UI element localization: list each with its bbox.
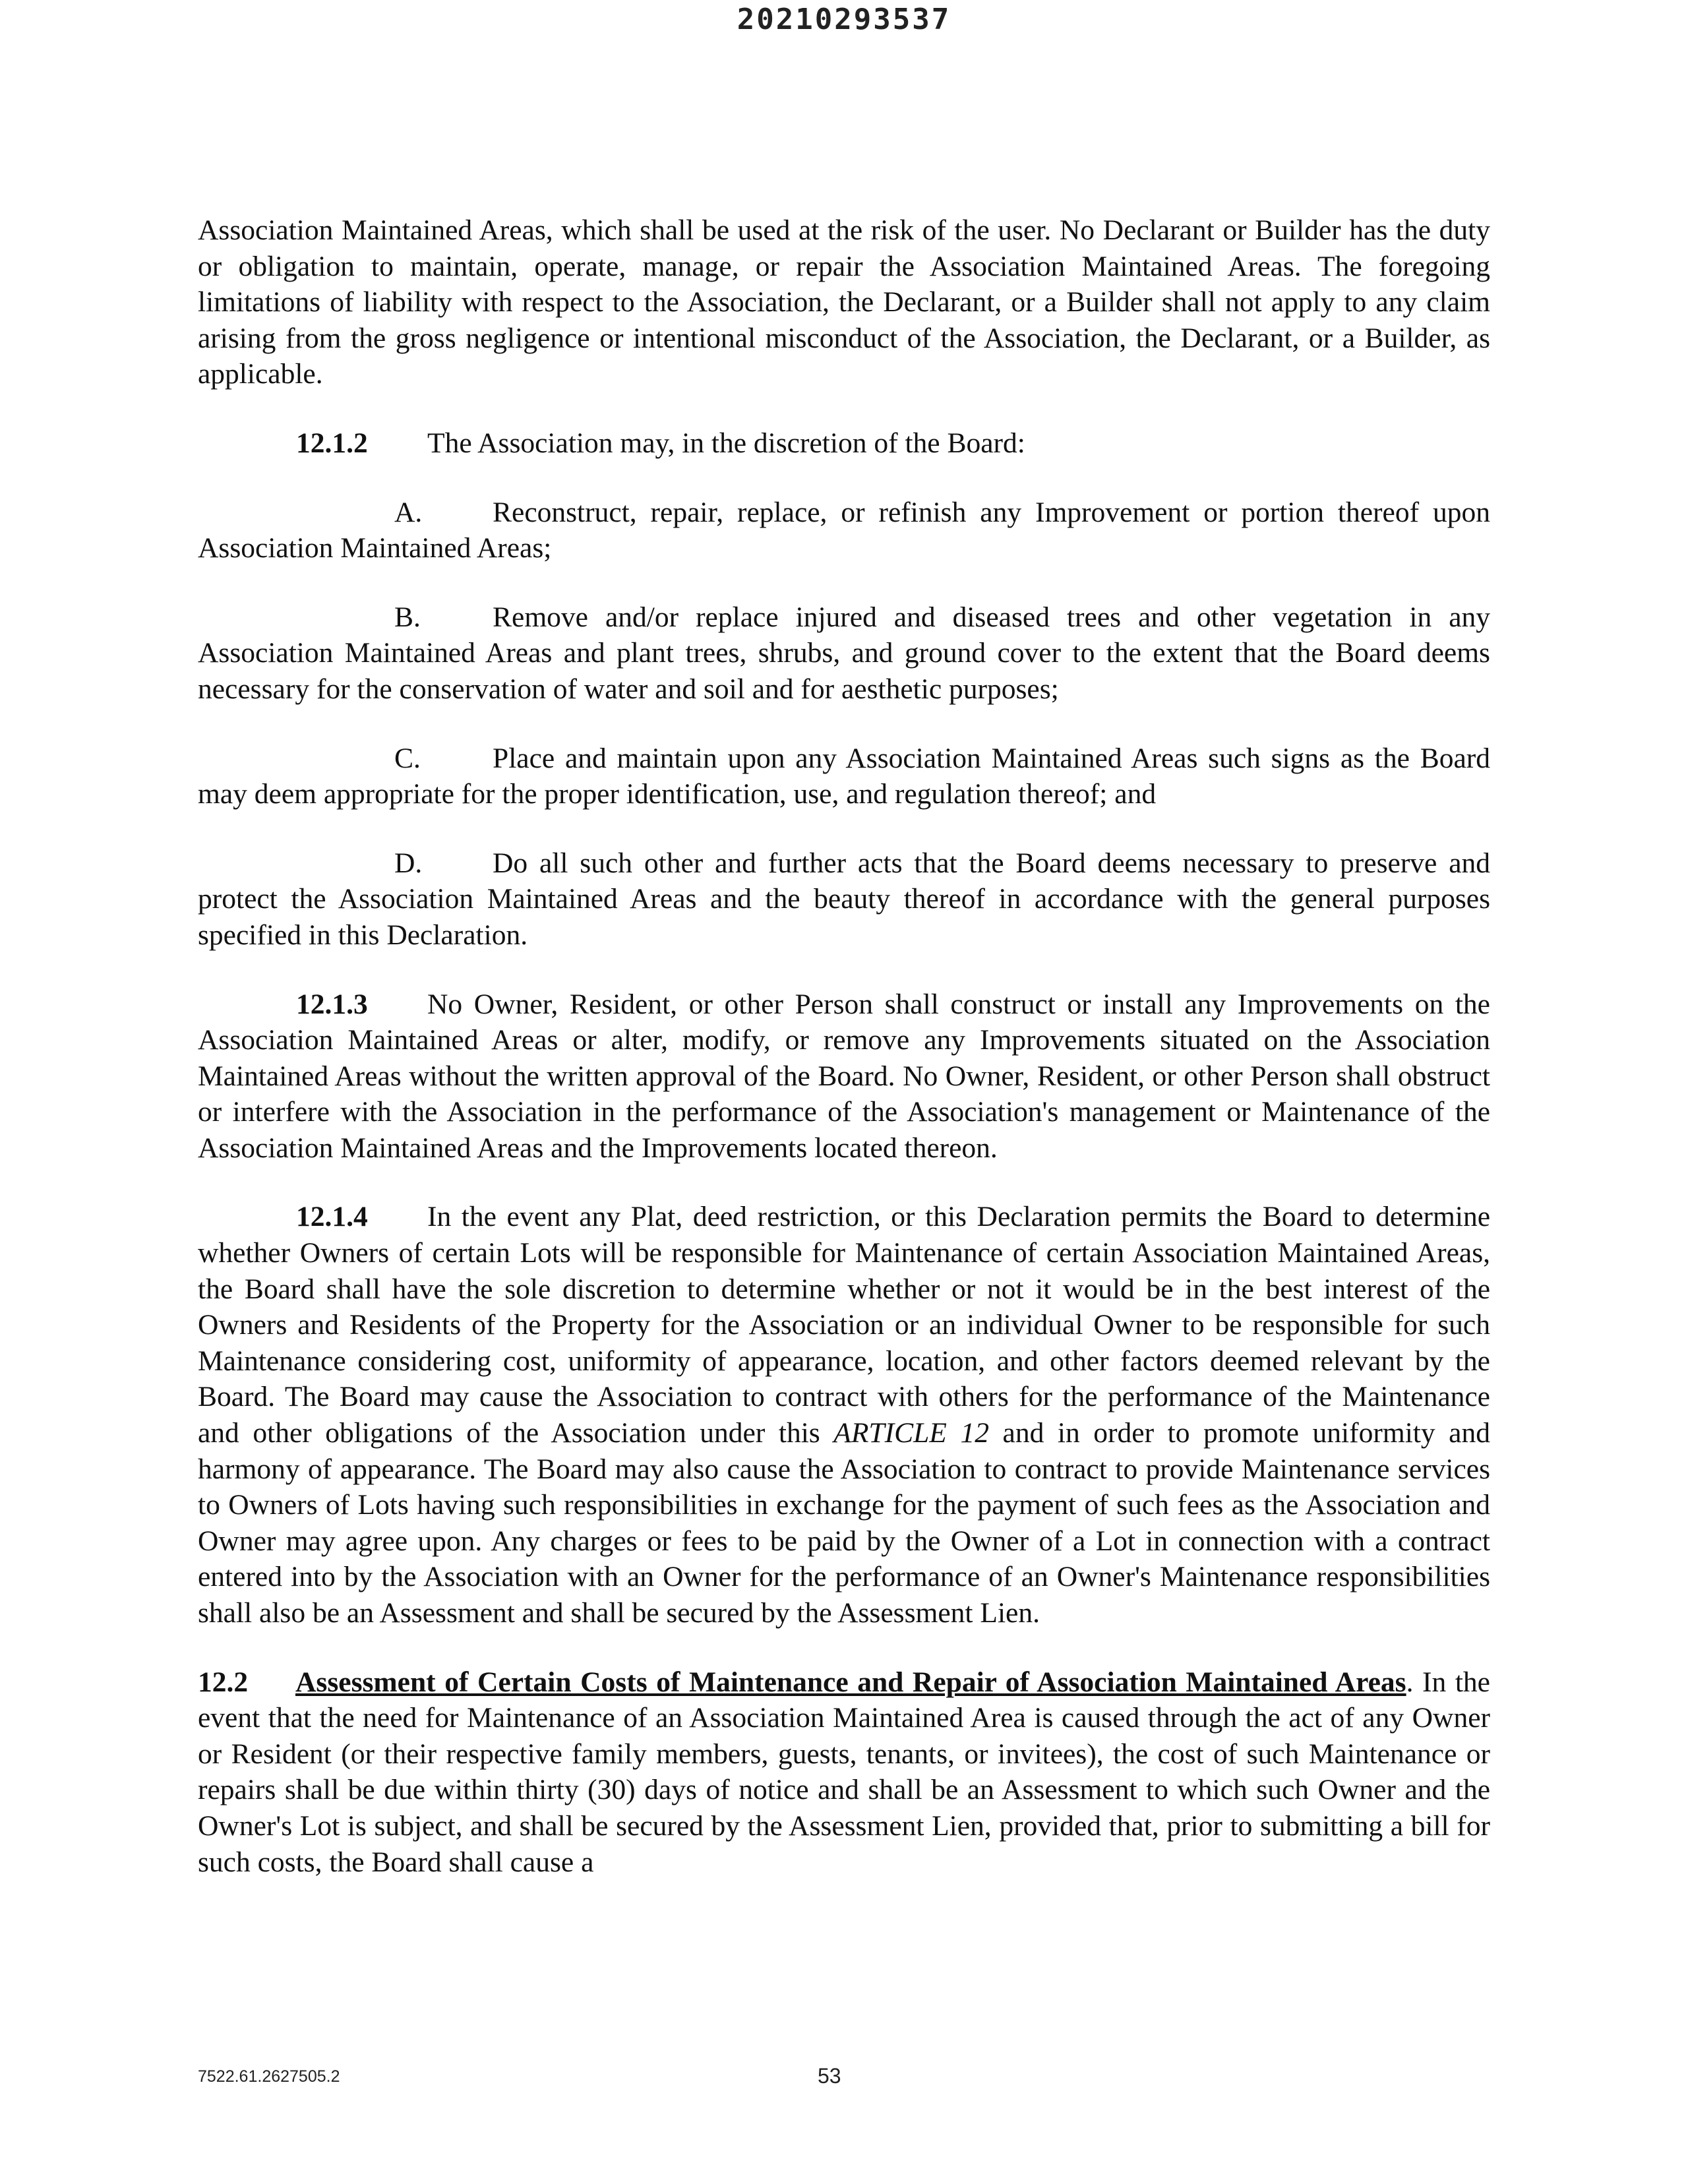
item-text: Reconstruct, repair, replace, or refinish any Improvement or portion thereof upon Association Maintained Areas; [198,496,1490,564]
recording-number: 20210293537 [737,3,951,36]
footer-document-id: 7522.61.2627505.2 [198,2067,340,2086]
list-item-b [198,599,1490,708]
section-12-1-2 [198,425,1490,462]
item-text: Remove and/or replace injured and diseased trees and other vegetation in any Association Maintained Areas and plant trees, shrubs, and ground cover to the extent that the Board deems necessary for the conservation of water and soil and for aesthetic purposes; [198,601,1490,705]
article-reference: ARTICLE 12 [833,1417,989,1449]
section-12-1-4 [198,1199,1490,1631]
section-title: Assessment of Certain Costs of Maintenance and Repair of Association Maintained Areas [295,1666,1406,1698]
list-item-a [198,495,1490,566]
section-text-part-2: and in order to promote uniformity and harmony of appearance. The Board may also cause the Association to contract to provide Maintenance services to Owners of Lots having such responsibilities in exchange for the payment of such fees as the Association and Owner may agree upon. Any charges or fees to be paid by the Owner of a Lot in connection with a contract entered into by the Association with an Owner for the performance of an Owner's Maintenance responsibilities shall also be an Assessment and shall be secured by the Assessment Lien. [198,1417,1490,1629]
item-letter: C. [394,742,421,774]
list-item-d [198,845,1490,954]
section-text-part-1: In the event any Plat, deed restriction, or this Declaration permits the Board to determine whether Owners of certain Lots will be responsible for Maintenance of certain Association Maintained Areas, the Board shall have the sole discretion to determine whether or not it would be in the best interest of the Owners and Residents of the Property for the Association or an individual Owner to be responsible for such Maintenance considering cost, uniformity of appearance, location, and other factors deemed relevant by the Board. The Board may cause the Association to contract with others for the performance of the Maintenance and other obligations of the Association under this [198,1201,1490,1449]
section-number: 12.1.2 [296,427,368,459]
intro-paragraph: Association Maintained Areas, which shall be used at the risk of the user. No Declarant or Builder has the duty or obligation to maintain, operate, manage, or repair the Association Maintained Areas. The foregoing limitations of liability with respect to the Association, the Declarant, or a Builder shall not apply to any claim arising from the gross negligence or intentional misconduct of the Association, the Declarant, or a Builder, as applicable. [198,214,1490,390]
section-number: 12.1.4 [296,1201,368,1233]
document-body [198,212,1490,1913]
section-12-1-3 [198,986,1490,1167]
page-number: 53 [818,2064,841,2088]
item-text: Place and maintain upon any Association Maintained Areas such signs as the Board may deem appropriate for the proper identification, use, and regulation thereof; and [198,742,1490,810]
section-number: 12.2 [198,1666,249,1698]
item-letter: D. [394,847,423,879]
list-item-c [198,741,1490,812]
item-letter: B. [394,601,421,633]
section-text: . In the event that the need for Maintenance of an Association Maintained Area is caused through the act of any Owner or Resident (or their respective family members, guests, tenants, or invitees), the cost of such Maintenance or repairs shall be due within thirty (30) days of notice and shall be an Assessment to which such Owner and the Owner's Lot is subject, and shall be secured by the Assessment Lien, provided that, prior to submitting a bill for such costs, the Board shall cause a [198,1666,1490,1878]
item-letter: A. [394,496,423,528]
section-12-2 [198,1664,1490,1881]
section-text: The Association may, in the discretion of the Board: [427,427,1025,459]
section-number: 12.1.3 [296,988,368,1020]
item-text: Do all such other and further acts that the Board deems necessary to preserve and protect the Association Maintained Areas and the beauty thereof in accordance with the general purposes specified in this Declaration. [198,847,1490,951]
section-text: No Owner, Resident, or other Person shall construct or install any Improvements on the Association Maintained Areas or alter, modify, or remove any Improvements situated on the Association Maintained Areas without the written approval of the Board. No Owner, Resident, or other Person shall obstruct or interfere with the Association in the performance of the Association's management or Maintenance of the Association Maintained Areas and the Improvements located thereon. [198,988,1490,1164]
